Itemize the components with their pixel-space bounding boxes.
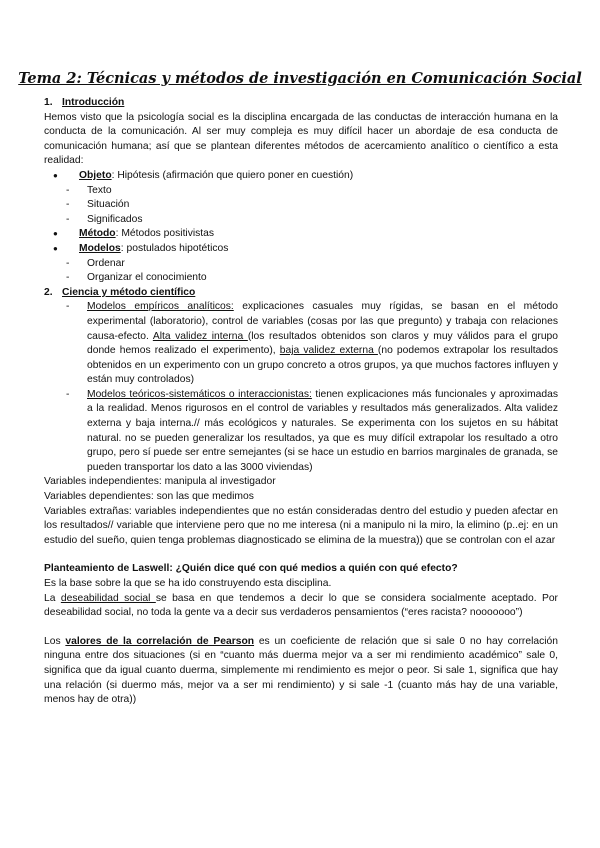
modelos-text: : postulados hipotéticos (120, 242, 229, 254)
section-1-number: 1. (44, 97, 53, 108)
section-2-title: Ciencia y método científico (62, 286, 196, 298)
m1-text-b: (los resultados obtenidos son claros y muy válidos para el grupo donde hemos realizado el experimento), (87, 330, 558, 357)
list-item: - Ordenar (44, 257, 558, 272)
deseabilidad-term: deseabilidad social (60, 592, 156, 604)
model-teoricos (44, 388, 558, 476)
list-item: - Organizar el conocimiento (44, 271, 558, 286)
section-1-heading (44, 96, 558, 111)
m1-alta-validez: Alta validez interna (152, 330, 248, 342)
list-item: - Situación (44, 198, 558, 213)
pearson-b: es un coeficiente de relación que si sale 0 no hay correlación ninguna entre dos situaciones (si en “cuanto más duerma mejor va a ser mi rendimiento académico” sale 0, significa que da igual cuanto duerma, simplemente mi rendimiento es mejor o peor. Si sale 1, significa que hay una relación (si duermo más, mejor va a ser mi rendimiento) y si sale -1 (cuanto más hay de una variable, menos hay de otra)) (44, 635, 558, 706)
metodo-label: Método (79, 228, 116, 240)
laswell-heading: Planteamiento de Laswell: ¿Quién dice qué con qué medios a quién con qué efecto? (44, 563, 458, 575)
m2-label: Modelos teóricos-sistemáticos o interaccionistas: (87, 388, 312, 400)
pearson-paragraph (44, 635, 558, 708)
deseabilidad-paragraph (44, 592, 558, 621)
modelos-sublist (44, 257, 558, 286)
m1-text-a: explicaciones casuales muy rígidas, se basan en el método experimental (laboratorio), control de variables (cosas por las que pregunto) y trabaja con relaciones causa-efecto. (87, 301, 558, 342)
list-item: - Texto (44, 184, 558, 199)
intro-bullet-list (44, 169, 558, 184)
metodo-text: : Métodos positivistas (115, 228, 215, 240)
m1-baja-validez: baja validez externa (279, 345, 378, 357)
objeto-label: Objeto (79, 169, 112, 181)
bullet-modelos (44, 242, 558, 257)
m1-text-c: (no podemos extrapolar los resultados obtenidos en un experimento con un grupo concreto a otros grupos, ya que muchos factores influyen y están muy controlados) (87, 345, 558, 386)
list-item: - Significados (44, 213, 558, 228)
intro-paragraph: Hemos visto que la psicología social es la disciplina encargada de las conductas de interacción humana en la conducta de la comunicación. Al ser muy compleja es muy difícil hacer un abordaje de esa conducta de comunicación humana; así que se plantean diferentes métodos de acercamiento analítico o científico a esta realidad: (44, 111, 558, 167)
intro-bullet-list-2 (44, 227, 558, 256)
section-1-title: Introducción (62, 97, 125, 108)
laswell-line: Es la base sobre la que se ha ido construyendo esta disciplina. (44, 578, 332, 589)
var-dependientes: Variables dependientes: son las que medimos (44, 491, 254, 503)
spacer (44, 548, 558, 562)
document-body (44, 96, 558, 708)
bullet-objeto (44, 169, 558, 184)
section-2-heading (44, 286, 558, 301)
models-list (44, 300, 558, 475)
model-empiricos (44, 300, 558, 388)
spacer (44, 621, 558, 635)
pearson-a: Los (44, 635, 66, 647)
p2-a: La (44, 592, 61, 604)
modelos-label: Modelos (79, 242, 121, 254)
m1-label: Modelos empíricos analíticos: (87, 301, 234, 313)
p2-b: se basa en que tendemos a decir lo que se considera socialmente aceptado. Por deseabilidad social, no toda la gente va a decir sus verdaderos pensamientos (“eres racista? nooooooo”) (44, 592, 558, 619)
var-independientes: Variables independientes: manipula al investigador (44, 476, 276, 488)
m2-text: tienen explicaciones más funcionales y aproximadas a la realidad. Menos rigurosos en el control de variables y resultados más generalizados. Alta validez externa y baja interna.// más ecológicos y naturales. Se experimenta con los sujetos en su hábitat natural. no se pueden generalizar los resultados, ya que es muy difícil extrapolar los resultado a otro grupo, pero sí puede ser entre semejantes (si se hace un estudio en barrios marginales de granada, se pueden transportar los dato a las 3000 viviendas) (87, 388, 558, 473)
pearson-term: valores de la correlación de Pearson (65, 635, 255, 647)
page-title: Tema 2: Técnicas y métodos de investigación en Comunicación Social (18, 70, 582, 87)
section-2-number: 2. (44, 286, 53, 298)
objeto-text: : Hipótesis (afirmación que quiero poner en cuestión) (111, 169, 354, 181)
bullet-metodo (44, 227, 558, 242)
objeto-sublist (44, 184, 558, 228)
var-extranas: Variables extrañas: variables independientes que no están consideradas dentro del estudio y pueden afectar en los resultados// variable que interviene pero que no me interesa (ni a manipulo ni la miro, la elimino (p..ej: en un estudio del sueño, quien tenga problemas diagnosticado se elimina de la muestra)) que se controlan con el azar (44, 505, 558, 546)
